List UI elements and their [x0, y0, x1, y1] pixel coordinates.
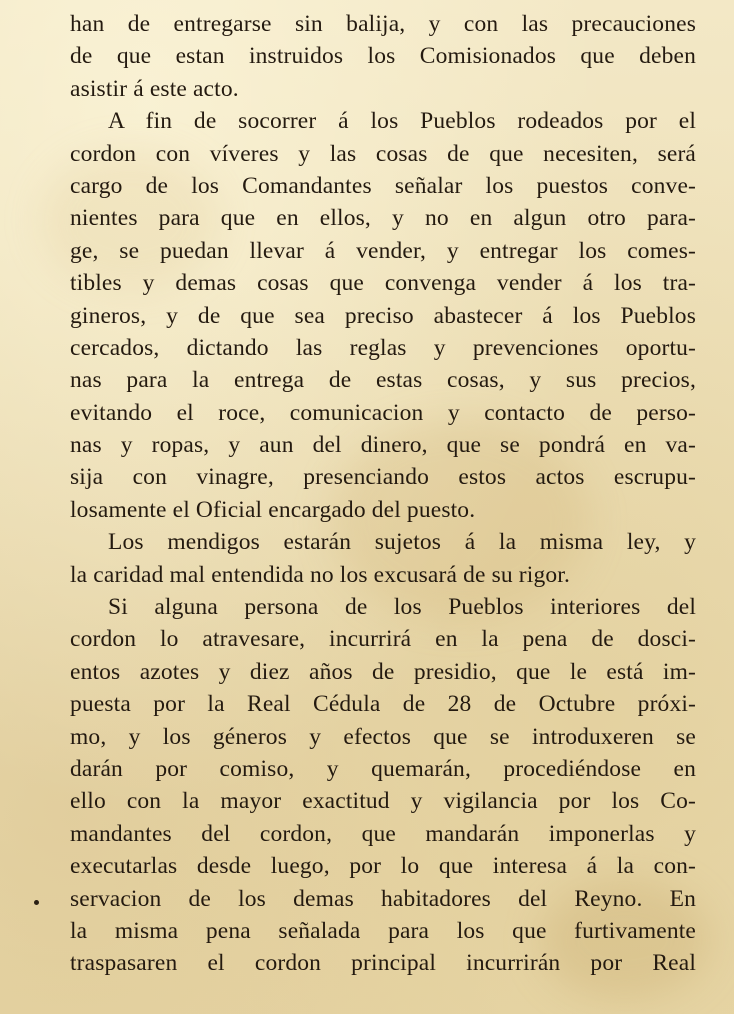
text-line: tibles y demas cosas que convenga vender á los tra-: [70, 270, 696, 297]
text-line: A fin de socorrer á los Pueblos rodeados por el: [108, 108, 696, 135]
text-line: Si alguna persona de los Pueblos interiores del: [108, 594, 696, 621]
text-line: han de entregarse sin balija, y con las precauciones: [70, 11, 696, 37]
text-line: mandantes del cordon, que mandarán imponerlas y: [70, 820, 696, 847]
text-line: mo, y los géneros y efectos que se introduxeren se: [70, 723, 696, 750]
text-line: losamente el Oficial encargado del puesto.: [70, 496, 476, 523]
document-text: [70, 8, 696, 980]
text-line: cercados, dictando las reglas y prevenciones oportu-: [70, 334, 696, 361]
text-line: ello con la mayor exactitud y vigilancia por los Co-: [70, 788, 696, 815]
margin-mark: [34, 900, 39, 905]
text-line: evitando el roce, comunicacion y contacto de perso-: [70, 399, 696, 426]
text-line: nas para la entrega de estas cosas, y sus precios,: [70, 367, 696, 394]
text-line: ge, se puedan llevar á vender, y entregar los comes-: [70, 237, 696, 264]
text-line: sija con vinagre, presenciando estos actos escrupu-: [70, 464, 696, 491]
text-line: la misma pena señalada para los que furtivamente: [70, 917, 696, 944]
text-line: traspasaren el cordon principal incurrirán por Real: [70, 950, 696, 977]
text-line: darán por comiso, y quemarán, procediéndose en: [70, 755, 696, 782]
text-line: cargo de los Comandantes señalar los puestos conve-: [70, 172, 696, 199]
text-line: cordon con víveres y las cosas de que necesiten, será: [70, 140, 696, 167]
text-line: Los mendigos estarán sujetos á la misma ley, y: [108, 529, 696, 556]
text-line: la caridad mal entendida no los excusará de su rigor.: [70, 561, 570, 588]
text-line: cordon lo atravesare, incurrirá en la pena de dosci-: [70, 626, 696, 653]
text-line: executarlas desde luego, por lo que interesa á la con-: [70, 853, 696, 880]
text-line: de que estan instruidos los Comisionados que deben: [70, 43, 696, 70]
text-line: asistir á este acto.: [70, 75, 239, 102]
text-line: gineros, y de que sea preciso abastecer á los Pueblos: [70, 302, 696, 329]
text-line: puesta por la Real Cédula de 28 de Octubre próxi-: [70, 691, 696, 718]
text-line: nas y ropas, y aun del dinero, que se pondrá en va-: [70, 432, 696, 459]
text-line: servacion de los demas habitadores del Reyno. En: [70, 885, 696, 912]
text-line: entos azotes y diez años de presidio, que le está im-: [70, 658, 696, 685]
text-line: nientes para que en ellos, y no en algun otro para-: [70, 205, 696, 232]
